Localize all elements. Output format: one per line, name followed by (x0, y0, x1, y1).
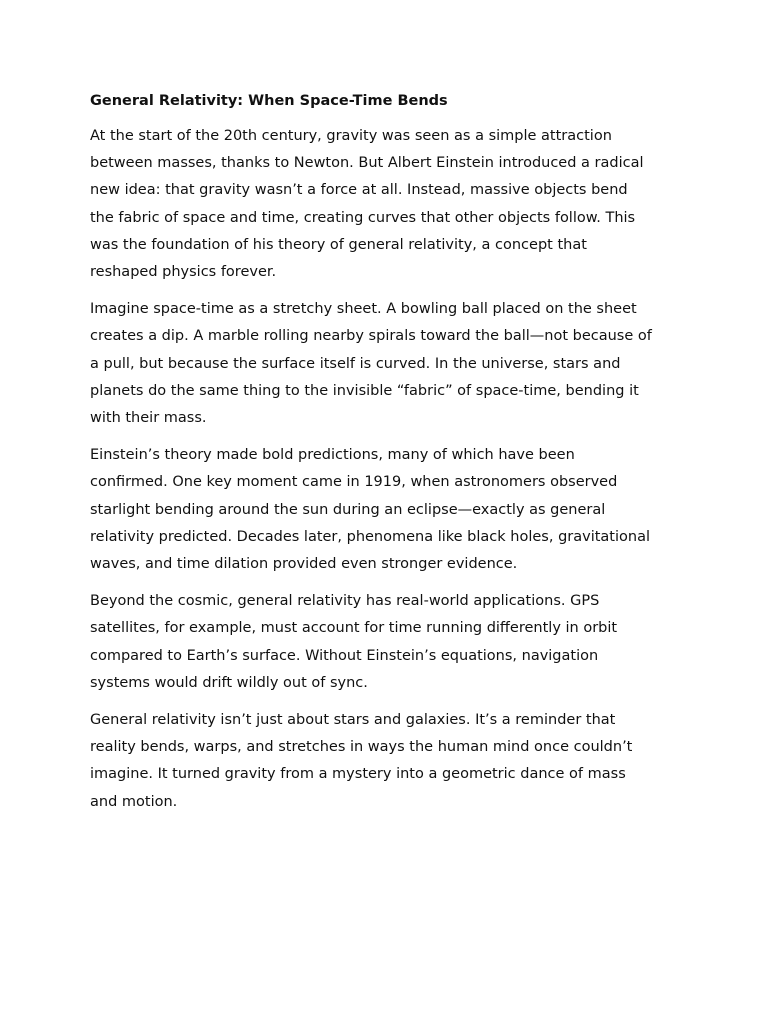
text-line: confirmed. One key moment came in 1919, when astronomers observed (90, 474, 618, 491)
text-line: relativity predicted. Decades later, phenomena like black holes, gravitational (90, 528, 650, 545)
text-line: reality bends, warps, and stretches in ways the human mind once couldn’t (90, 739, 633, 756)
text-line: with their mass. (90, 410, 207, 427)
text-line: the fabric of space and time, creating curves that other objects follow. This (90, 209, 636, 226)
paragraph-1 (90, 123, 682, 286)
text-line: new idea: that gravity wasn’t a force at all. Instead, massive objects bend (90, 182, 628, 199)
text-line: reshaped physics forever. (90, 264, 277, 281)
document-title: General Relativity: When Space-Time Bends (90, 93, 448, 109)
text-line: and motion. (90, 793, 178, 810)
text-line: compared to Earth’s surface. Without Einstein’s equations, navigation (90, 647, 599, 664)
text-line: imagine. It turned gravity from a mystery into a geometric dance of mass (90, 766, 626, 783)
document-body (90, 90, 682, 826)
text-line: satellites, for example, must account for time running differently in orbit (90, 620, 618, 637)
paragraph-5 (90, 707, 682, 816)
paragraph-2 (90, 296, 682, 432)
text-line: waves, and time dilation provided even stronger evidence. (90, 556, 518, 573)
text-line: Einstein’s theory made bold predictions, many of which have been (90, 447, 575, 464)
text-line: At the start of the 20th century, gravity was seen as a simple attraction (90, 128, 612, 144)
text-line: a pull, but because the surface itself is curved. In the universe, stars and (90, 355, 621, 372)
text-line: General relativity isn’t just about stars and galaxies. It’s a reminder that (90, 712, 616, 729)
text-line: creates a dip. A marble rolling nearby spirals toward the ball—not because of (90, 328, 652, 345)
text-line: was the foundation of his theory of general relativity, a concept that (90, 236, 587, 253)
text-line: planets do the same thing to the invisible “fabric” of space-time, bending it (90, 382, 639, 399)
text-line: Beyond the cosmic, general relativity has real-world applications. GPS (90, 593, 600, 610)
paragraph-3 (90, 442, 682, 578)
text-line: systems would drift wildly out of sync. (90, 674, 368, 691)
text-line: Imagine space-time as a stretchy sheet. A bowling ball placed on the sheet (90, 301, 637, 318)
paragraph-4 (90, 588, 682, 697)
text-line: starlight bending around the sun during an eclipse—exactly as general (90, 501, 606, 518)
text-line: between masses, thanks to Newton. But Albert Einstein introduced a radical (90, 155, 644, 172)
